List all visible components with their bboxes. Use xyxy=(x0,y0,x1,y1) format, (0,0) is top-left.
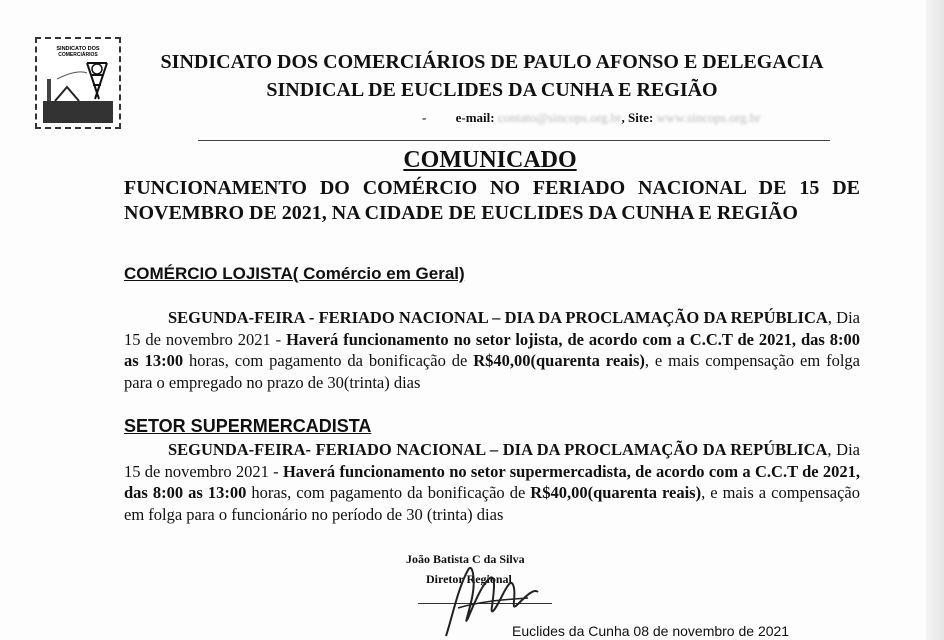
document-title: COMUNICADO xyxy=(403,147,577,173)
header-divider xyxy=(198,140,830,141)
signer-name: João Batista C da Silva xyxy=(406,552,525,566)
scan-edge-shadow xyxy=(926,0,944,640)
signer-title: Diretor Regional xyxy=(426,572,512,586)
contact-bullet: - xyxy=(422,110,427,125)
section-paragraph-supermarket: SEGUNDA-FEIRA- FERIADO NACIONAL – DIA DA PROCLAMAÇÃO DA REPÚBLICA, Dia 15 de novembro 2021 - Haverá funcionamento no setor supermercadista, de acordo com a C.C.T de 2021, das 8:00 as 13:00 horas, com pagamento da bonificação de R$40,00(quarenta reais), e mais a compensação em folga para o funcionário no período de 30 (trinta) dias xyxy=(124,440,861,524)
union-logo xyxy=(35,37,121,129)
svg-text:COMERCIÁRIOS: COMERCIÁRIOS xyxy=(58,52,98,58)
org-name-line1: SINDICATO DOS COMERCIÁRIOS DE PAULO AFONSO E DELEGACIA xyxy=(160,51,824,73)
section-heading-supermarket: SETOR SUPERMERCADISTA xyxy=(124,416,372,436)
svg-text:SINDICATO DOS: SINDICATO DOS xyxy=(56,46,100,52)
union-logo-graphic xyxy=(37,39,119,127)
site-value: www.sincops.org.br xyxy=(656,110,761,125)
document-subject: FUNCIONAMENTO DO COMÉRCIO NO FERIADO NACIONAL DE 15 DE NOVEMBRO DE 2021, NA CIDADE DE EUCLIDES DA CUNHA E REGIÃO xyxy=(124,177,860,224)
contact-line xyxy=(422,110,761,126)
email-label: e-mail: xyxy=(455,110,495,125)
site-label: , Site: xyxy=(621,110,654,125)
section-paragraph-retail: SEGUNDA-FEIRA - FERIADO NACIONAL – DIA DA PROCLAMAÇÃO DA REPÚBLICA, Dia 15 de novembro 2021 - Haverá funcionamento no setor lojista, de acordo com a C.C.T de 2021, das 8:00 as 13:00 horas, com pagamento da bonificação de R$40,00(quarenta reais), e mais compensação em folga para o empregado no prazo de 30(trinta) dias xyxy=(124,308,860,392)
org-name-line2: SINDICAL DE EUCLIDES DA CUNHA E REGIÃO xyxy=(266,79,718,101)
section-heading-retail: COMÉRCIO LOJISTA( Comércio em Geral) xyxy=(124,264,465,283)
document-date: Euclides da Cunha 08 de novembro de 2021 xyxy=(512,623,790,639)
email-value: contato@sincops.org.br xyxy=(497,110,622,125)
